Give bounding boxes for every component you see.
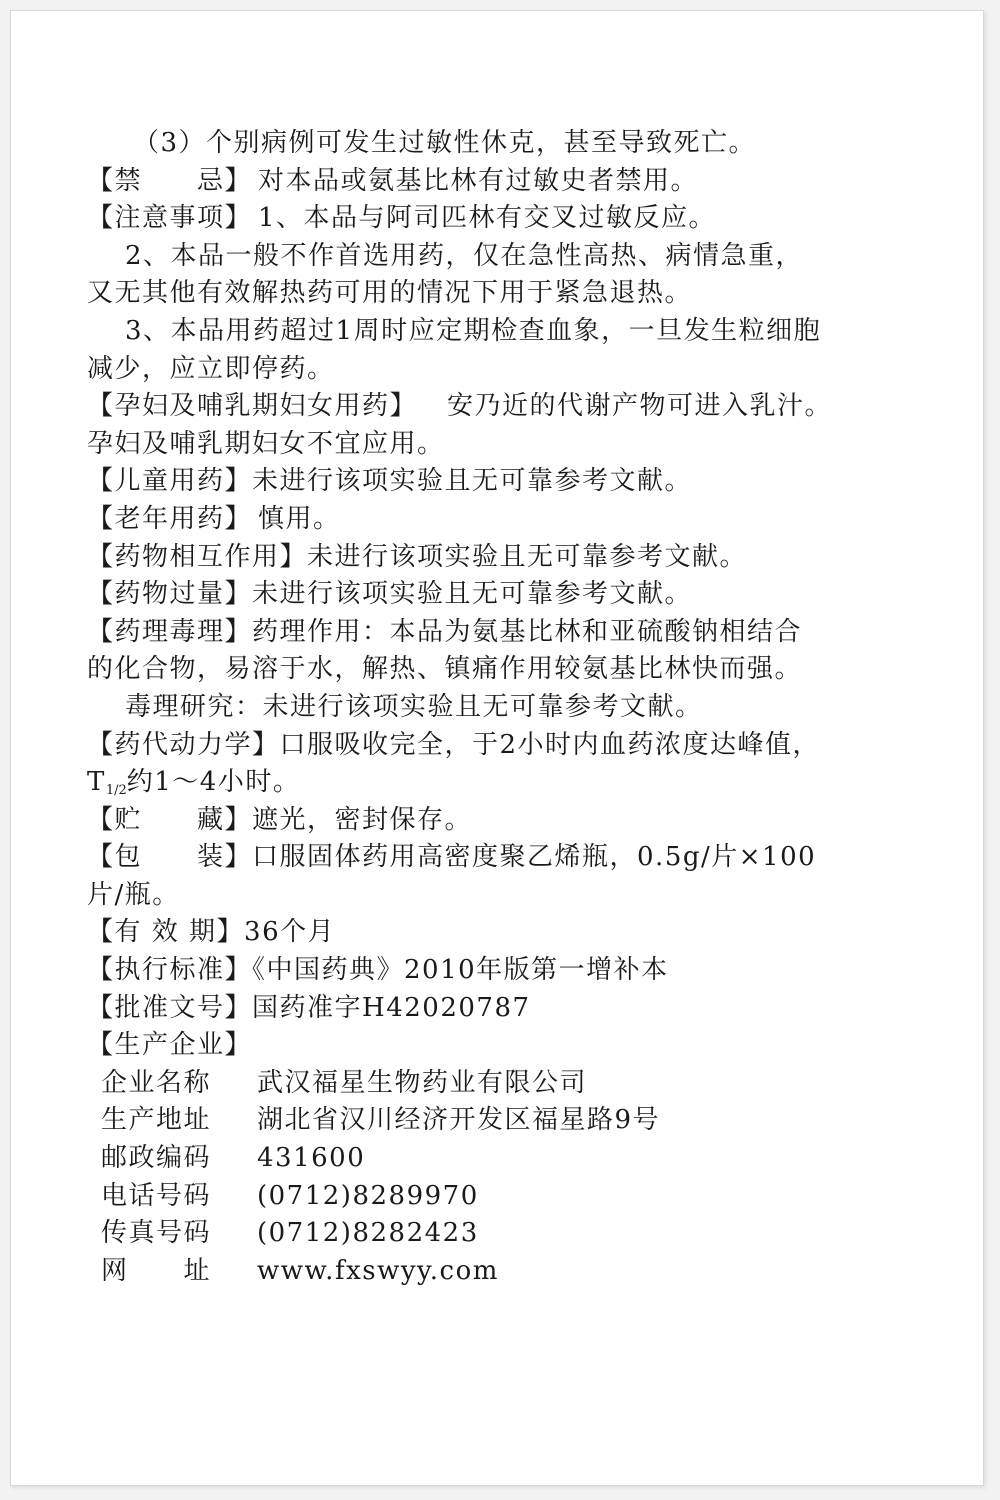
website-label: 网 址: [101, 1255, 212, 1286]
section-label: 【贮 藏】: [87, 804, 253, 835]
half-life-subscript: 1/2: [105, 783, 127, 799]
company-row: [87, 1178, 937, 1216]
text-line: [87, 351, 937, 389]
text-line: [87, 238, 937, 276]
shelf-life: [87, 914, 937, 952]
section-label: 【批准文号】: [87, 992, 253, 1023]
approval-number: [87, 990, 937, 1028]
section-text: 口服固体药用高密度聚乙烯瓶，0.5g/片×100: [252, 842, 817, 873]
precaution-2: 2、本品一般不作首选用药，仅在急性高热、病情急重，: [125, 240, 804, 271]
postcode-value: 431600: [257, 1143, 366, 1174]
company-row: [87, 1140, 937, 1178]
section-text: 36个月: [244, 917, 336, 948]
section-label: 【药物相互作用】: [87, 541, 308, 572]
text-line: [87, 426, 937, 464]
section-text: 口服吸收完全，于2小时内血药浓度达峰值，: [279, 729, 821, 760]
section-label: 【药物过量】: [87, 579, 253, 610]
half-life-text: 约1～4小时。: [126, 767, 301, 798]
fax-label: 传真号码: [101, 1218, 212, 1249]
section-label: 【执行标准】: [87, 955, 253, 986]
pediatric-use: [87, 463, 937, 501]
section-text: 慎用。: [258, 503, 341, 534]
postcode-label: 邮政编码: [101, 1143, 212, 1174]
precaution-3-cont: 减少，应立即停药。: [87, 353, 335, 384]
company-row: [87, 1253, 937, 1291]
pregnancy-text-cont: 孕妇及哺乳期妇女不宜应用。: [87, 428, 445, 459]
section-label: 【注意事项】: [87, 203, 253, 234]
section-label: 【生产企业】: [87, 1030, 253, 1061]
pharmacology-text-cont: 的化合物，易溶于水，解热、镇痛作用较氨基比林快而强。: [87, 654, 803, 685]
company-row: [87, 1215, 937, 1253]
section-text: 药理作用：本品为氨基比林和亚硫酸钠相结合: [252, 616, 803, 647]
geriatric-use: [87, 501, 937, 539]
section-label: 【老年用药】: [87, 503, 253, 534]
pharmacokinetics: [87, 727, 937, 765]
packaging: [87, 839, 937, 877]
toxicology-text: 毒理研究：未进行该项实验且无可靠参考文献。: [125, 691, 703, 722]
packaging-text-cont: 片/瓶。: [87, 879, 180, 910]
company-name-value: 武汉福星生物药业有限公司: [257, 1067, 588, 1098]
section-text: 遮光，密封保存。: [252, 804, 473, 835]
section-label: 【药理毒理】: [87, 616, 253, 647]
company-name-label: 企业名称: [101, 1067, 212, 1098]
phone-value: (0712)8289970: [257, 1180, 479, 1211]
company-row: [87, 1065, 937, 1103]
precaution-3: 3、本品用药超过1周时应定期检查血象，一旦发生粒细胞: [125, 315, 822, 346]
pharmacology-toxicology: [87, 614, 937, 652]
precautions: [87, 200, 937, 238]
company-row: [87, 1102, 937, 1140]
pregnancy-lactation: [87, 388, 937, 426]
section-text: 国药准字H42020787: [252, 992, 531, 1023]
half-life-symbol: T: [87, 767, 106, 798]
section-label: 【禁 忌】: [87, 165, 253, 196]
section-text: 安乃近的代谢产物可进入乳汁。: [447, 391, 833, 422]
address-value: 湖北省汉川经济开发区福星路9号: [257, 1105, 661, 1136]
section-text: 1、本品与阿司匹林有交叉过敏反应。: [258, 203, 717, 234]
text-line: [87, 689, 937, 727]
document-page: [10, 10, 984, 1486]
text-line: [87, 764, 937, 802]
manufacturer-heading: [87, 1027, 937, 1065]
section-text: 未进行该项实验且无可靠参考文献。: [252, 579, 693, 610]
storage: [87, 802, 937, 840]
contraindications: [87, 163, 937, 201]
section-text: 未进行该项实验且无可靠参考文献。: [252, 466, 693, 497]
text-line: [87, 877, 937, 915]
section-text: 对本品或氨基比林有过敏史者禁用。: [258, 165, 699, 196]
fax-value: (0712)8282423: [257, 1218, 479, 1249]
text-line: [87, 125, 937, 163]
section-text: 未进行该项实验且无可靠参考文献。: [307, 541, 748, 572]
phone-label: 电话号码: [101, 1180, 212, 1211]
standard: [87, 952, 937, 990]
overdose: [87, 576, 937, 614]
adverse-reaction-3: （3）个别病例可发生过敏性休克，甚至导致死亡。: [133, 128, 757, 158]
section-label: 【药代动力学】: [87, 729, 280, 760]
address-label: 生产地址: [101, 1105, 212, 1136]
text-line: [87, 275, 937, 313]
text-line: [87, 313, 937, 351]
leaflet-text: [87, 125, 937, 1290]
section-label: 【有 效 期】: [87, 917, 245, 948]
website-value: www.fxswyy.com: [257, 1255, 499, 1286]
precaution-2-cont: 又无其他有效解热药可用的情况下用于紧急退热。: [87, 278, 693, 309]
drug-interactions: [87, 539, 937, 577]
section-label: 【儿童用药】: [87, 466, 253, 497]
text-line: [87, 651, 937, 689]
section-label: 【包 装】: [87, 842, 253, 873]
section-label: 【孕妇及哺乳期妇女用药】: [87, 391, 418, 422]
section-text: 《中国药典》2010年版第一增补本: [252, 955, 669, 986]
